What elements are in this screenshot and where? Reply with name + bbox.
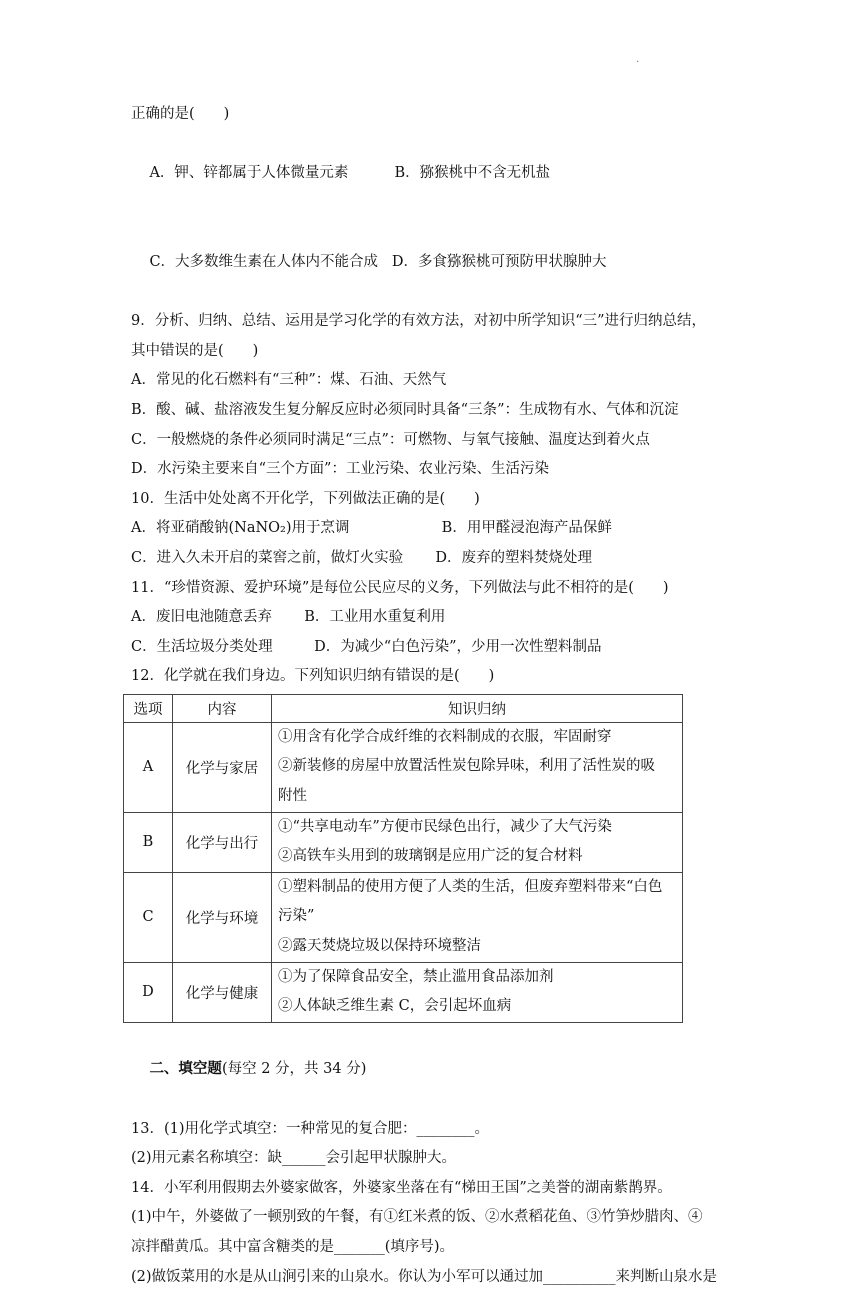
- section-2-heading: [131, 1025, 751, 1115]
- knowledge-item: ①“共享电动车”方便市民绿色出行，减少了大气污染: [278, 818, 612, 835]
- table-row: [124, 872, 683, 962]
- q13-part-2: (2)用元素名称填空：缺______会引起甲状腺肿大。: [131, 1150, 457, 1167]
- row-knowledge: [272, 722, 683, 812]
- section-2-note: (每空 2 分，共 34 分): [221, 1061, 367, 1078]
- knowledge-item: 附性: [278, 788, 307, 805]
- q9-option-c: C．一般燃烧的条件必须同时满足“三点”：可燃物、与氧气接触、温度达到着火点: [131, 431, 650, 448]
- row-option: A: [124, 722, 173, 812]
- knowledge-table: [123, 694, 683, 1023]
- q14-part-1-line-2: 凉拌醋黄瓜。其中富含糖类的是_______(填序号)。: [131, 1238, 455, 1255]
- q8-option-c: C．大多数维生素在人体内不能合成: [149, 253, 379, 270]
- q10-options-row-1: A．将亚硝酸钠(NaNO₂)用于烹调 B．用甲醛浸泡海产品保鲜: [131, 520, 612, 537]
- q8-stem-tail: 正确的是( ): [131, 106, 230, 122]
- q8-options-row-1: [131, 130, 751, 219]
- q11-options-row-1: A．废旧电池随意丢弃 B．工业用水重复利用: [131, 609, 446, 626]
- knowledge-item: ②新装修的房屋中放置活性炭包除异味，利用了活性炭的吸: [278, 758, 655, 775]
- table-row: [124, 962, 683, 1022]
- row-option: C: [124, 872, 173, 962]
- knowledge-item: ①为了保障食品安全，禁止滥用食品添加剂: [278, 968, 554, 985]
- q9-option-a: A．常见的化石燃料有“三种”：煤、石油、天然气: [131, 372, 447, 389]
- knowledge-item: ②人体缺乏维生素 C，会引起坏血病: [278, 998, 512, 1015]
- header-topic: 内容: [173, 694, 272, 722]
- row-knowledge: [272, 872, 683, 962]
- header-knowledge: 知识归纳: [272, 694, 683, 722]
- knowledge-item: 污染”: [278, 908, 315, 925]
- row-topic: 化学与家居: [173, 722, 272, 812]
- table-row: [124, 722, 683, 812]
- q9-option-b: B．酸、碱、盐溶液发生复分解反应时必须同时具备“三条”：生成物有水、气体和沉淀: [131, 401, 679, 418]
- table-header-row: [124, 694, 683, 722]
- q14-part-1-line-1: (1)中午，外婆做了一顿别致的午餐，有①红米煮的饭、②水煮稻花鱼、③竹笋炒腊肉、④: [131, 1209, 703, 1226]
- row-option: D: [124, 962, 173, 1022]
- q13-part-1: 13．(1)用化学式填空：一种常见的复合肥：________。: [131, 1120, 489, 1137]
- q9-stem-line-2: 其中错误的是( ): [131, 342, 259, 359]
- q9-stem-line-1: 9．分析、归纳、总结、运用是学习化学的有效方法，对初中所学知识“三”进行归纳总结，: [131, 313, 707, 330]
- q8-options-row-2: [131, 218, 751, 307]
- q12-stem: 12．化学就在我们身边。下列知识归纳有错误的是( ): [131, 668, 495, 685]
- section-2-title: 二、填空题: [149, 1060, 222, 1078]
- knowledge-item: ②露天焚烧垃圾以保持环境整洁: [278, 938, 481, 955]
- header-dot: .: [636, 54, 640, 65]
- row-topic: 化学与健康: [173, 962, 272, 1022]
- table-row: [124, 812, 683, 872]
- row-knowledge: [272, 812, 683, 872]
- row-option: B: [124, 812, 173, 872]
- q11-options-row-2: C．生活垃圾分类处理 D．为减少“白色污染”，少用一次性塑料制品: [131, 638, 602, 655]
- knowledge-item: ②高铁车头用到的玻璃钢是应用广泛的复合材料: [278, 848, 583, 865]
- row-topic: 化学与出行: [173, 812, 272, 872]
- q14-stem: 14．小军利用假期去外婆家做客，外婆家坐落在有“梯田王国”之美誉的湖南紫鹊界。: [131, 1179, 672, 1196]
- q10-options-row-2: C．进入久未开启的菜窖之前，做灯火实验 D．废弃的塑料焚烧处理: [131, 549, 592, 566]
- row-knowledge: [272, 962, 683, 1022]
- row-topic: 化学与环境: [173, 872, 272, 962]
- q8-option-b: B．猕猴桃中不含无机盐: [394, 165, 551, 182]
- q11-stem: 11．“珍惜资源、爱护环境”是每位公民应尽的义务，下列做法与此不相符的是( ): [131, 579, 669, 596]
- header-option: 选项: [124, 694, 173, 722]
- q8-option-d: D．多食猕猴桃可预防甲状腺肿大: [391, 253, 607, 270]
- knowledge-item: ①用含有化学合成纤维的衣料制成的衣服，牢固耐穿: [278, 728, 612, 745]
- exam-page: [131, 100, 751, 1292]
- q10-stem: 10．生活中处处离不开化学，下列做法正确的是( ): [131, 490, 480, 507]
- q14-part-2-line-1: (2)做饭菜用的水是从山涧引来的山泉水。你认为小军可以通过加__________来判断山泉水是: [131, 1268, 718, 1285]
- q8-option-a: A．钾、锌都属于人体微量元素: [149, 165, 349, 182]
- knowledge-item: ①塑料制品的使用方便了人类的生活，但废弃塑料带来“白色: [278, 878, 663, 895]
- q9-option-d: D．水污染主要来自“三个方面”：工业污染、农业污染、生活污染: [131, 461, 549, 478]
